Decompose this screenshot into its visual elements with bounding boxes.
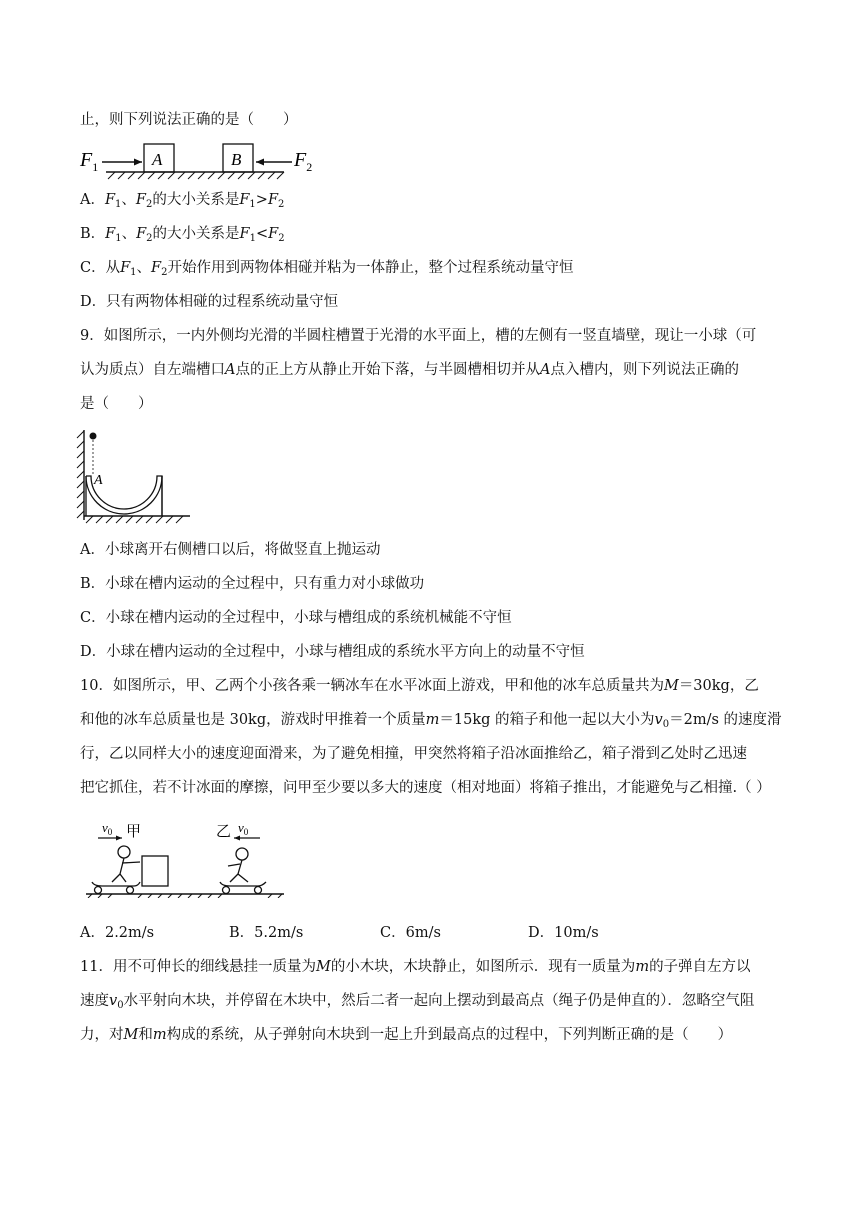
q10-option-b: B．5.2m/s (229, 925, 304, 941)
q8-block-b-label: B (231, 150, 242, 169)
q9-ball (90, 433, 97, 440)
q9-option-d: D．小球在槽内运动的全过程中，小球与槽组成的系统水平方向上的动量不守恒 (80, 644, 585, 660)
q10-yi-label: 乙 (216, 824, 232, 840)
q8-option-b: B．$F_1$、$F_2$的大小关系是$F_1<F_2$ (80, 226, 285, 244)
q10-jia-label: 甲 (126, 824, 142, 840)
q10-option-a: A．2.2m/s (80, 925, 155, 941)
q11-stem-line-1: 11．用不可伸长的细线悬挂一质量为M的小木块，木块静止，如图所示．现有一质量为m的子弹自左方以 (80, 959, 751, 975)
q9-option-a: A．小球离开右侧槽口以后，将做竖直上抛运动 (80, 542, 381, 558)
q10-child-yi (220, 848, 266, 894)
q9-stem-line-1: 9．如图所示，一内外侧均光滑的半圆柱槽置于光滑的水平面上，槽的左侧有一竖直墙壁，现让一小球（可 (80, 328, 757, 344)
q9-stem-line-2: 认为质点）自左端槽口A点的正上方从静止开始下落，与半圆槽相切并从A点入槽内，则下列说法正确的 (80, 362, 739, 378)
q10-box (142, 856, 168, 886)
q8-option-c: C．从$F_1$、$F_2$开始作用到两物体相碰并粘为一体静止，整个过程系统动量守恒 (80, 260, 574, 278)
q8-f2-label: $F_2$ (294, 149, 313, 174)
q10-option-d: D．10m/s (528, 925, 599, 941)
q9-point-a-label: A (94, 473, 103, 488)
q8-option-a: A．$F_1$、$F_2$的大小关系是$F_1>F_2$ (80, 192, 285, 210)
q10-v0-left-label: $v_0$ (102, 820, 113, 837)
q9-option-b: B．小球在槽内运动的全过程中，只有重力对小球做功 (80, 576, 425, 592)
q8-block-a-label: A (152, 150, 163, 169)
q8-stem-tail: 止，则下列说法正确的是（ ） (80, 112, 298, 128)
q8-f1-label: $F_1$ (80, 149, 99, 174)
q10-stem-line-3: 行，乙以同样大小的速度迎面滑来，为了避免相撞，甲突然将箱子沿冰面推给乙，箱子滑到乙处时乙迅速 (80, 746, 747, 762)
q11-stem-line-3: 力，对M和m构成的系统，从子弹射向木块到一起上升到最高点的过程中，下列判断正确的是（ ） (80, 1027, 733, 1043)
q10-stem-line-2: 和他的冰车总质量也是 30kg，游戏时甲推着一个质量m＝15kg 的箱子和他一起以大小为$v_0=2m/s$ 的速度滑 (80, 712, 782, 730)
q11-stem-line-2: 速度$v_0$水平射向木块，并停留在木块中，然后二者一起向上摆动到最高点（绳子仍是伸直的）．忽略空气阻 (80, 993, 755, 1011)
q10-v0-right-label: $v_0$ (238, 820, 249, 837)
q10-figure (80, 816, 290, 898)
q9-stem-line-3: 是（ ） (80, 396, 153, 412)
q8-figure (78, 138, 328, 184)
q9-figure (72, 428, 196, 524)
q9-option-c: C．小球在槽内运动的全过程中，小球与槽组成的系统机械能不守恒 (80, 610, 512, 626)
q10-stem-line-1: 10．如图所示，甲、乙两个小孩各乘一辆冰车在水平冰面上游戏，甲和他的冰车总质量共为M＝30kg，乙 (80, 678, 759, 694)
q10-stem-line-4: 把它抓住，若不计冰面的摩擦，问甲至少要以多大的速度（相对地面）将箱子推出，才能避免与乙相撞.（ ） (80, 780, 771, 796)
q8-option-d: D．只有两物体相碰的过程系统动量守恒 (80, 294, 339, 310)
q10-child-jia (92, 846, 140, 894)
q10-option-c: C．6m/s (380, 925, 441, 941)
